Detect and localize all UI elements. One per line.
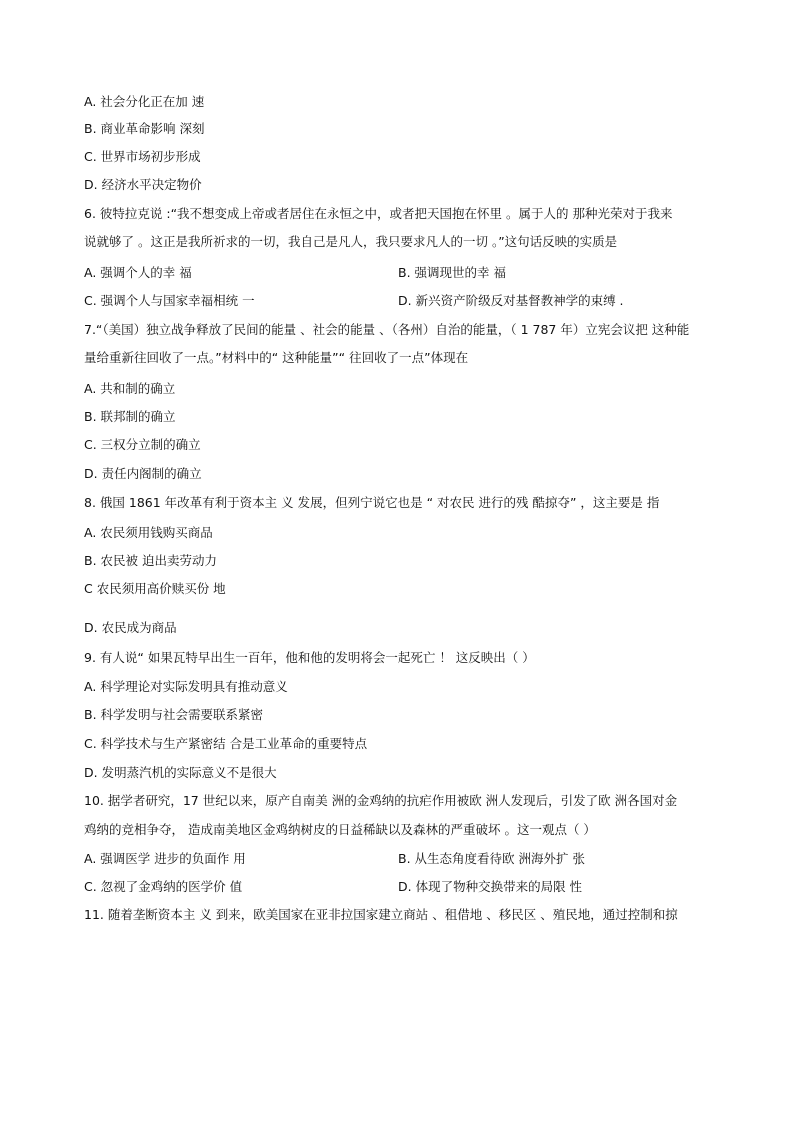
q9-option-d: D. 发明蒸汽机的实际意义不是很大 [84,765,277,780]
q8-stem: 8. 俄国 1861 年改革有利于资本主 义 发展，但列宁说它也是 “ 对农民 进行的残 酷掠夺” ，这主要是 指 [84,495,660,510]
q11-stem-line1: 11. 随着垄断资本主 义 到来，欧美国家在亚非拉国家建立商站 、租借地 、移民区 、殖民地，通过控制和掠 [84,907,678,922]
q10-option-c: C. 忽视了金鸡纳的医学价 值 [84,879,243,894]
q6-stem-line2: 说就够了 。这正是我所祈求的一切，我自己是凡人，我只要求凡人的一切 。”这句话反映的实质是 [84,234,618,249]
q5-option-b: B. 商业革命影响 深刻 [84,121,205,136]
q10-stem-line1: 10. 据学者研究，17 世纪以来，原产自南美 洲的金鸡纳的抗疟作用被欧 洲人发现后，引发了欧 洲各国对金 [84,793,678,808]
q6-option-c: C. 强调个人与国家幸福相统 一 [84,293,255,308]
q10-option-b: B. 从生态角度看待欧 洲海外扩 张 [398,851,585,866]
q8-option-d: D. 农民成为商品 [84,620,177,635]
q9-stem: 9. 有人说“ 如果瓦特早出生一百年，他和他的发明将会一起死亡 ！ 这反映出（ ） [84,650,535,665]
q7-option-c: C. 三权分立制的确立 [84,437,201,452]
q6-option-a: A. 强调个人的幸 福 [84,265,192,280]
q10-option-d: D. 体现了物种交换带来的局限 性 [398,879,583,894]
q6-option-b: B. 强调现世的幸 福 [398,265,506,280]
q5-option-d: D. 经济水平决定物价 [84,177,202,192]
q10-option-a: A. 强调医学 进步的负面作 用 [84,851,246,866]
q5-option-a: A. 社会分化正在加 速 [84,94,205,109]
q6-option-d: D. 新兴资产阶级反对基督教神学的束缚 . [398,293,624,308]
q6-stem-line1: 6. 彼特拉克说 :“我不想变成上帝或者居住在永恒之中，或者把天国抱在怀里 。属于人的 那种光荣对于我来 [84,206,673,221]
q8-option-a: A. 农民须用钱购买商品 [84,525,213,540]
q5-option-c: C. 世界市场初步形成 [84,149,201,164]
q7-stem-line1: 7.“（美国）独立战争释放了民间的能量 、社会的能量 、（各州）自治的能量，（ 1 787 年）立宪会议把 这种能 [84,322,690,337]
q9-option-b: B. 科学发明与社会需要联系紧密 [84,707,264,722]
q7-option-d: D. 责任内阁制的确立 [84,466,202,481]
q8-option-c: C 农民须用高价赎买份 地 [84,581,226,596]
q9-option-c: C. 科学技术与生产紧密结 合是工业革命的重要特点 [84,736,368,751]
q10-stem-line2: 鸡纳的竞相争夺， 造成南美地区金鸡纳树皮的日益稀缺以及森林的严重破坏 。这一观点（ ） [84,822,596,837]
q7-option-b: B. 联邦制的确立 [84,409,176,424]
q8-option-b: B. 农民被 迫出卖劳动力 [84,553,217,568]
q7-stem-line2: 量给重新往回收了一点。”材料中的“ 这种能量”“ 往回收了一点”体现在 [84,350,469,365]
q7-option-a: A. 共和制的确立 [84,381,176,396]
q9-option-a: A. 科学理论对实际发明具有推动意义 [84,679,288,694]
